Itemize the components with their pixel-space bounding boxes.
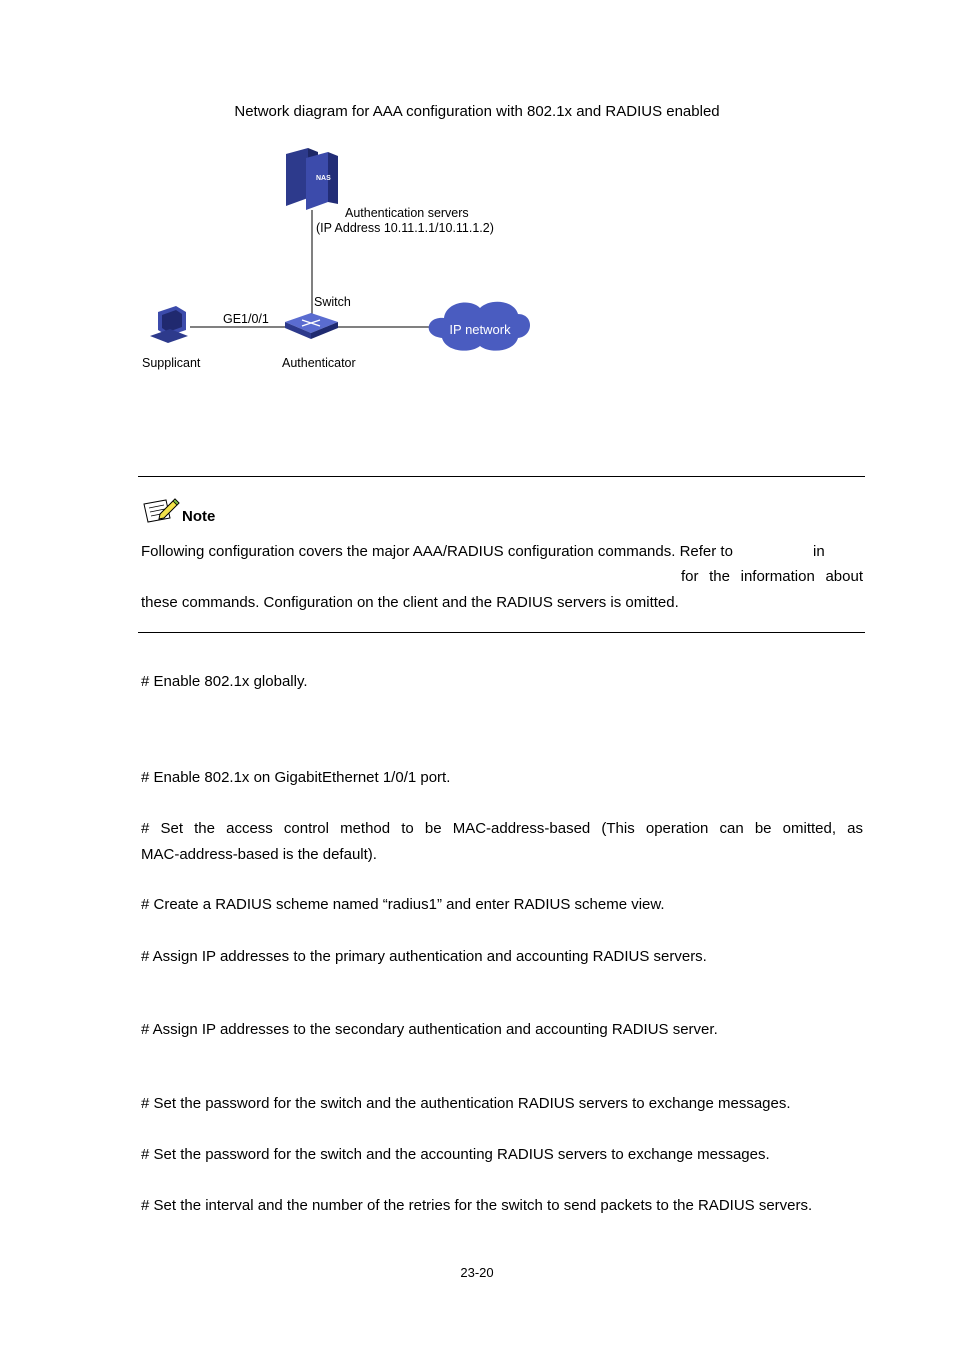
step-access-control-method: # Set the access control method to be MAC-address-based (This operation can be omitted, as (141, 820, 863, 837)
supplicant-pc-icon (150, 306, 188, 343)
step-retry-interval: # Set the interval and the number of the retries for the switch to send packets to the RADIUS servers. (141, 1197, 813, 1214)
step-auth-password: # Set the password for the switch and the authentication RADIUS servers to exchange messages. (141, 1095, 791, 1112)
step-secondary-servers: # Assign IP addresses to the secondary authentication and accounting RADIUS server. (141, 1021, 718, 1038)
switch-label: Switch (314, 295, 351, 309)
step-access-control-method-cont: MAC-address-based is the default). (141, 846, 377, 863)
step-acct-password: # Set the password for the switch and the accounting RADIUS servers to exchange messages. (141, 1146, 770, 1163)
page-number: 23-20 (460, 1265, 494, 1280)
step-enable-dot1x-port: # Enable 802.1x on GigabitEthernet 1/0/1 port. (141, 769, 451, 786)
note-title: Note (182, 508, 216, 525)
servers-label-line1: Authentication servers (345, 206, 469, 220)
servers-label-line2: (IP Address 10.11.1.1/10.11.1.2) (316, 221, 494, 235)
note-line1-part1: Following configuration covers the major AAA/RADIUS configuration commands. Refer to (141, 543, 733, 560)
ip-network-cloud-icon (429, 302, 530, 351)
step-primary-servers: # Assign IP addresses to the primary authentication and accounting RADIUS servers. (141, 948, 707, 965)
note-line3: these commands. Configuration on the client and the RADIUS servers is omitted. (141, 594, 679, 611)
note-top-rule (138, 476, 865, 477)
authentication-server-icon (286, 148, 338, 210)
note-pencil-icon (142, 496, 180, 526)
figure-caption: Network diagram for AAA configuration with 802.1x and RADIUS enabled (234, 103, 720, 120)
authenticator-label: Authenticator (282, 356, 356, 370)
supplicant-label: Supplicant (142, 356, 201, 370)
step-enable-dot1x-global: # Enable 802.1x globally. (141, 673, 308, 690)
switch-icon (285, 313, 338, 339)
network-diagram (130, 140, 550, 380)
port-label: GE1/0/1 (223, 312, 269, 326)
server-icon-text: NAS (316, 175, 331, 182)
note-line2: for the information about (681, 568, 863, 585)
step-create-radius-scheme: # Create a RADIUS scheme named “radius1” and enter RADIUS scheme view. (141, 896, 665, 913)
cloud-label: IP network (449, 322, 511, 337)
network-diagram-svg (130, 140, 550, 380)
note-bottom-rule (138, 632, 865, 633)
note-line1-part2: in (813, 543, 825, 560)
